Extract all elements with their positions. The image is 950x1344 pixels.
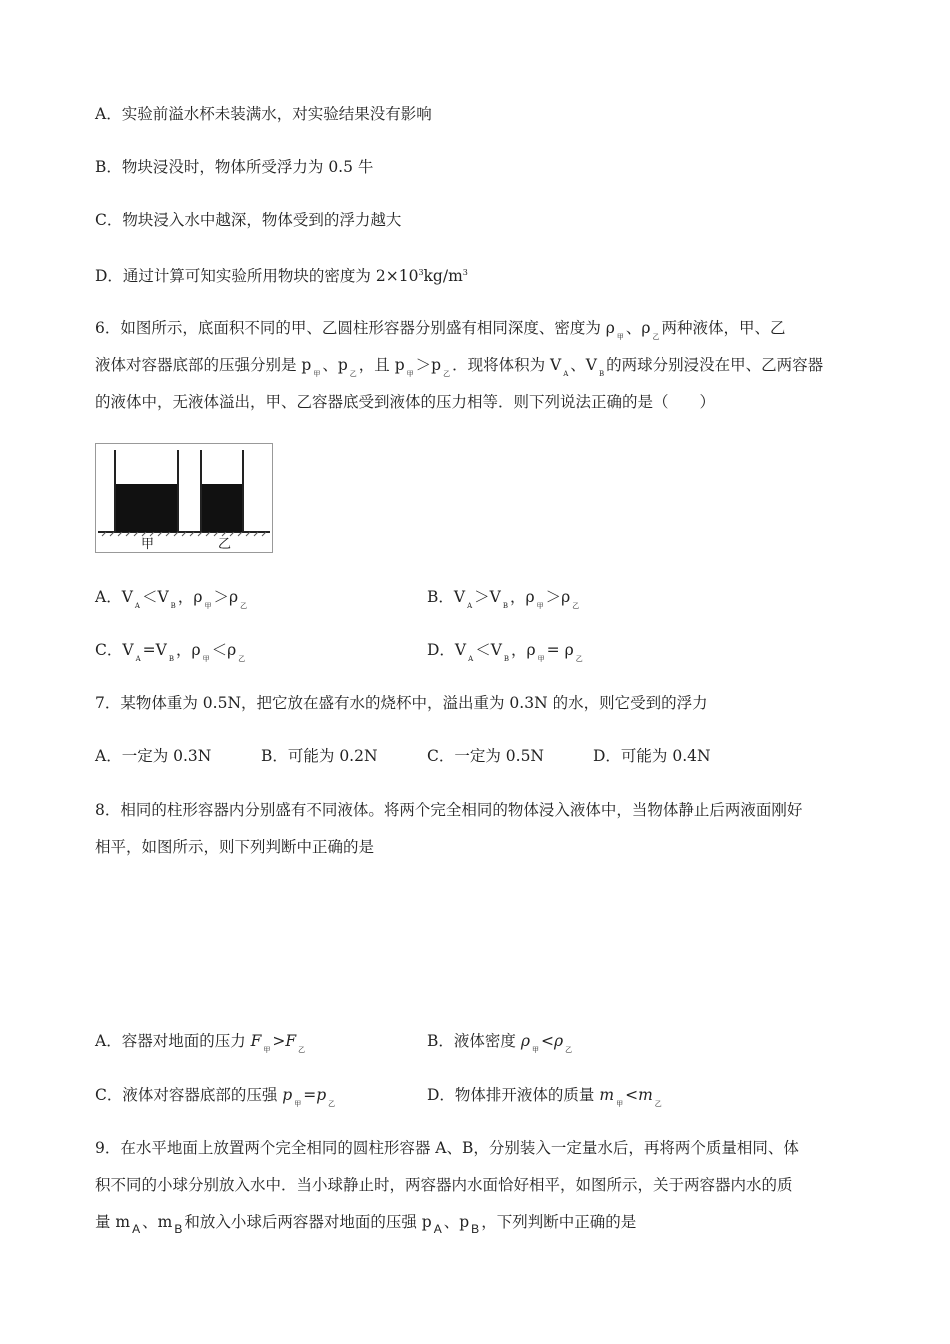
opt-sub: A	[134, 602, 140, 610]
q5-option-c: C．物块浸入水中越深，物体受到的浮力越大	[95, 211, 402, 229]
opt-text: D．V	[427, 641, 467, 659]
q9-text: 量 m	[95, 1213, 131, 1231]
q5-option-d-unit: kg/m	[423, 267, 463, 285]
label-yi: 乙	[218, 537, 232, 552]
opt-sub: A	[468, 655, 474, 663]
q8-option-a	[95, 1031, 307, 1060]
q7-stem: 7．某物体重为 0.5N，把它放在盛有水的烧杯中，溢出重为 0.3N 的水，则它受到的浮力	[95, 694, 708, 712]
q6-text: 、V	[570, 356, 597, 374]
opt-text: ＞V	[474, 588, 501, 606]
opt-var: ρ	[553, 1032, 564, 1050]
q6-stem-line1	[95, 318, 786, 347]
q6-text: 的两球分别浸没在甲、乙两容器	[606, 356, 824, 374]
q9-sub: A	[132, 1222, 141, 1236]
q6-text: ＞p	[415, 356, 442, 374]
opt-sub: B	[503, 655, 510, 663]
opt-text: D．物体排开液体的质量	[427, 1086, 600, 1104]
opt-sub: 甲	[531, 1046, 539, 1054]
opt-text: ，ρ	[177, 588, 203, 606]
q5-option-d-exp: 3	[418, 268, 424, 277]
opt-text: ＞ρ	[213, 588, 239, 606]
opt-text: = ρ	[546, 641, 574, 659]
opt-sub: A	[135, 655, 141, 663]
opt-text: ＞ρ	[545, 588, 571, 606]
opt-sub: 乙	[328, 1100, 336, 1108]
opt-text: ，ρ	[175, 641, 201, 659]
q8-stem-line2: 相平，如图所示，则下列判断中正确的是	[95, 838, 375, 856]
opt-sub: 乙	[240, 602, 248, 610]
q6-sub: 乙	[349, 370, 357, 378]
q6-sub: 甲	[313, 370, 321, 378]
q9-stem-line2: 积不同的小球分别放入水中．当小球静止时，两容器内水面恰好相平，如图所示，关于两容器内水的质	[95, 1176, 793, 1194]
q6-option-c	[95, 640, 247, 669]
q8-stem-line1: 8．相同的柱形容器内分别盛有不同液体。将两个完全相同的物体浸入液体中，当物体静止后两液面刚好	[95, 801, 803, 819]
opt-text: =	[303, 1086, 317, 1104]
opt-text: <	[540, 1032, 554, 1050]
opt-text: >	[272, 1032, 286, 1050]
q8-option-b	[427, 1031, 574, 1060]
opt-var: m	[638, 1086, 653, 1104]
q5-option-a: A．实验前溢水杯未装满水，对实验结果没有影响	[95, 105, 432, 123]
opt-var: F	[250, 1032, 262, 1050]
q6-text: 、ρ	[625, 319, 651, 337]
opt-var: ρ	[520, 1032, 530, 1050]
opt-sub: 乙	[572, 602, 580, 610]
opt-sub: B	[168, 655, 174, 663]
q6-sub: B	[598, 370, 605, 378]
opt-sub: B	[502, 602, 509, 610]
opt-var: F	[285, 1032, 297, 1050]
containers-diagram	[96, 444, 272, 552]
q6-containers-figure	[95, 443, 273, 553]
opt-sub: 乙	[575, 655, 583, 663]
q9-sub: B	[471, 1222, 480, 1236]
q7-option-c: C．一定为 0.5N	[427, 747, 544, 765]
opt-text: ＜ρ	[211, 641, 237, 659]
opt-text: =V	[142, 641, 167, 659]
q6-sub: A	[563, 370, 569, 378]
opt-text: A．V	[95, 588, 133, 606]
opt-text: B．液体密度	[427, 1032, 521, 1050]
opt-sub: 甲	[263, 1046, 271, 1054]
q8-option-d	[427, 1085, 664, 1114]
opt-sub: 甲	[536, 602, 544, 610]
opt-text: ，ρ	[510, 588, 535, 606]
opt-sub: A	[467, 602, 473, 610]
q6-text: 、p	[322, 356, 348, 374]
q7-option-d: D．可能为 0.4N	[593, 747, 711, 765]
q6-text: 两种液体，甲、乙	[661, 319, 786, 337]
q5-option-d-unit-exp: 3	[462, 268, 468, 277]
opt-text: C．液体对容器底部的压强	[95, 1086, 283, 1104]
q7-option-b: B．可能为 0.2N	[261, 747, 378, 765]
container-yi	[201, 450, 243, 532]
q9-sub: A	[433, 1222, 442, 1236]
q6-option-d	[427, 640, 585, 669]
opt-sub: 甲	[616, 1100, 624, 1108]
q6-text: ．现将体积为 V	[452, 356, 562, 374]
opt-var: m	[599, 1086, 615, 1104]
q6-sub: 甲	[616, 333, 624, 341]
q6-option-b	[427, 587, 581, 616]
q8-option-c	[95, 1085, 337, 1114]
q9-text: 、m	[142, 1213, 173, 1231]
opt-sub: 甲	[537, 655, 545, 663]
opt-sub: 甲	[202, 655, 210, 663]
opt-var: p	[282, 1086, 293, 1104]
q6-sub: 乙	[652, 333, 660, 341]
opt-text: ＜V	[475, 641, 502, 659]
q9-stem-line1: 9．在水平地面上放置两个完全相同的圆柱形容器 A、B，分别装入一定量水后，再将两个质量相同、体	[95, 1139, 799, 1157]
opt-sub: 乙	[654, 1100, 662, 1108]
opt-text: C．V	[95, 641, 134, 659]
q9-text: 、p	[443, 1213, 470, 1231]
q6-sub: 甲	[406, 370, 414, 378]
label-jia: 甲	[141, 537, 155, 552]
q6-text: 6．如图所示，底面积不同的甲、乙圆柱形容器分别盛有相同深度、密度为 ρ	[95, 319, 615, 337]
q7-option-a: A．一定为 0.3N	[95, 747, 212, 765]
opt-text: A．容器对地面的压力	[95, 1032, 251, 1050]
opt-text: ，ρ	[511, 641, 536, 659]
opt-sub: 甲	[294, 1100, 302, 1108]
opt-var: p	[316, 1086, 327, 1104]
q5-option-d-text: D．通过计算可知实验所用物块的密度为 2×10	[95, 267, 419, 285]
q9-sub: B	[174, 1222, 183, 1236]
q5-option-d	[95, 263, 468, 286]
q6-stem-line2	[95, 355, 823, 384]
q9-text: 和放入小球后两容器对地面的压强 p	[184, 1213, 432, 1231]
opt-sub: 甲	[204, 602, 212, 610]
opt-sub: B	[170, 602, 176, 610]
opt-text: <	[625, 1086, 639, 1104]
opt-text: B．V	[427, 588, 466, 606]
q6-stem-line3: 的液体中，无液体溢出，甲、乙容器底受到液体的压力相等．则下列说法正确的是（ ）	[95, 393, 716, 411]
q6-text: 液体对容器底部的压强分别是 p	[95, 356, 312, 374]
container-jia	[115, 450, 178, 532]
opt-text: ＜V	[141, 588, 169, 606]
opt-sub: 乙	[565, 1046, 573, 1054]
q9-text: ，下列判断中正确的是	[481, 1213, 637, 1231]
q9-stem-line3	[95, 1212, 636, 1239]
opt-sub: 乙	[298, 1046, 306, 1054]
q6-text: ，且 p	[358, 356, 405, 374]
q5-option-b: B．物块浸没时，物体所受浮力为 0.5 牛	[95, 158, 374, 176]
q6-sub: 乙	[443, 370, 451, 378]
opt-sub: 乙	[238, 655, 246, 663]
q6-option-a	[95, 587, 249, 616]
